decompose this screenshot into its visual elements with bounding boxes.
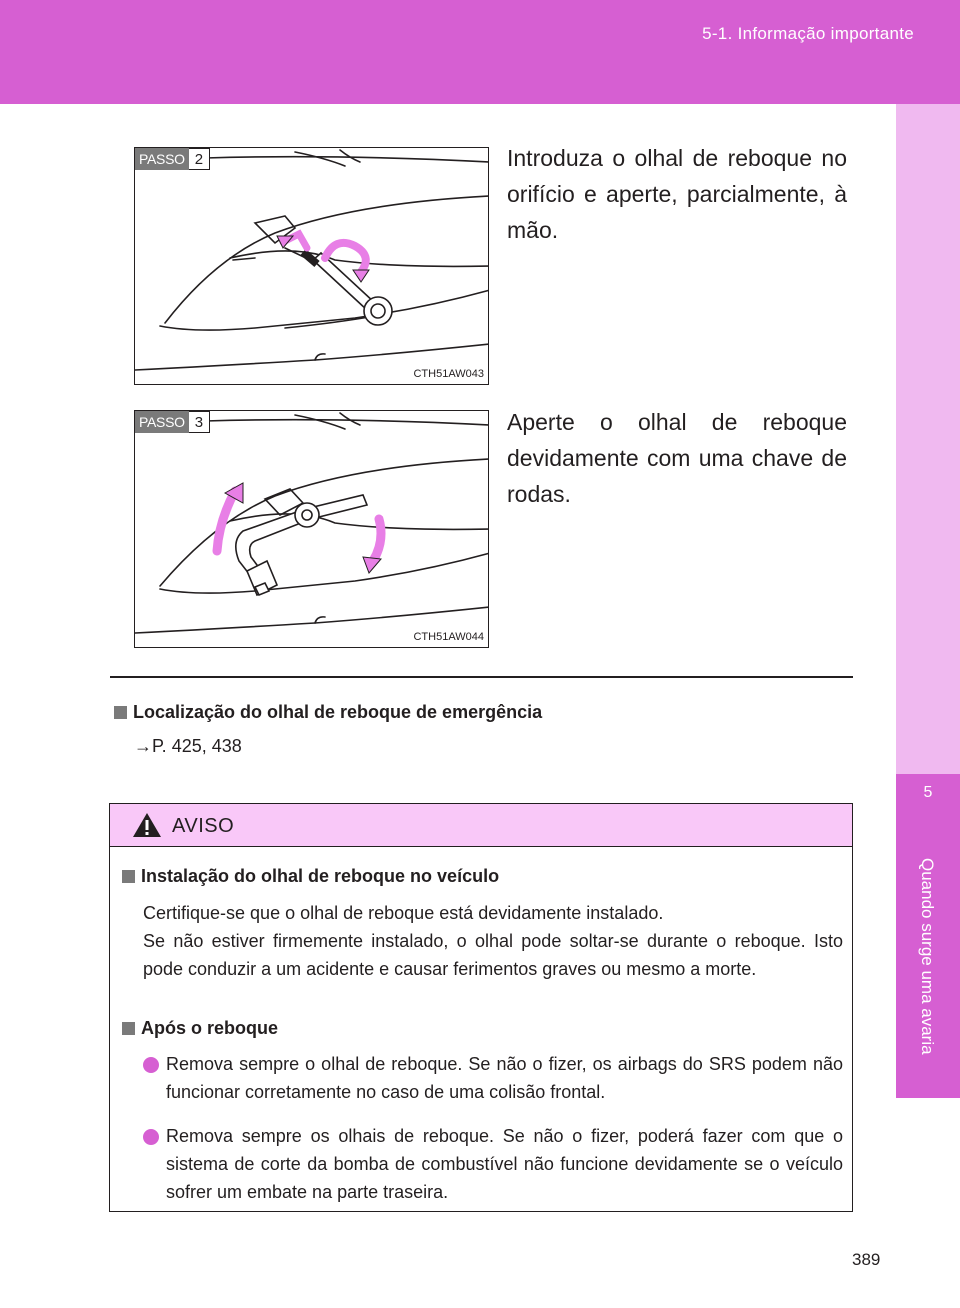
- warning-section1-heading-text: Instalação do olhal de reboque no veículo: [141, 866, 500, 886]
- warning-section1-heading: [122, 866, 499, 887]
- location-heading: [114, 702, 542, 723]
- step-badge-word: PASSO: [135, 411, 189, 433]
- step2-illustration: [134, 147, 489, 385]
- warning-section1-line1: Certifique-se que o olhal de reboque está devidamente instalado.: [143, 903, 664, 923]
- step3-badge: [135, 411, 210, 433]
- step3-illustration: [134, 410, 489, 648]
- side-tab-background: [896, 104, 960, 774]
- figure-code: CTH51AW043: [413, 368, 484, 380]
- wheel-wrench-tighten-drawing: [135, 411, 489, 648]
- step2-badge: [135, 148, 210, 170]
- warning-header: [110, 804, 852, 847]
- step-badge-number: 3: [189, 411, 210, 433]
- warning-section1-paragraph: Se não estiver firmemente instalado, o olhal pode soltar-se durante o reboque. Isto pode conduzir a um acidente e causar ferimentos graves ou mesmo a morte.: [143, 931, 843, 979]
- warning-bullet-1: Remova sempre o olhal de reboque. Se não o fizer, os airbags do SRS podem não funcionar corretamente no caso de uma colisão frontal.: [166, 1054, 843, 1102]
- chapter-title: Quando surge uma avaria: [918, 857, 937, 1055]
- chapter-number: 5: [923, 784, 933, 801]
- location-heading-text: Localização do olhal de reboque de emergência: [133, 702, 543, 722]
- round-bullet-icon: [143, 1129, 159, 1145]
- page-number: 389: [852, 1250, 881, 1269]
- square-bullet-icon: [114, 706, 127, 719]
- step3-instruction: Aperte o olhal de reboque devidamente com uma chave de rodas.: [507, 409, 847, 507]
- round-bullet-icon: [143, 1057, 159, 1073]
- page-reference: →P. 425, 438: [134, 736, 242, 756]
- square-bullet-icon: [122, 1022, 135, 1035]
- warning-section2-heading: [122, 1018, 278, 1039]
- warning-triangle-icon: [132, 812, 162, 838]
- step-badge-number: 2: [189, 148, 210, 170]
- warning-title: AVISO: [172, 815, 235, 837]
- chapter-title-container: [914, 825, 940, 1087]
- square-bullet-icon: [122, 870, 135, 883]
- step2-instruction: Introduza o olhal de reboque no orifício e aperte, parcialmente, à mão.: [507, 145, 847, 243]
- tow-eye-hand-tighten-drawing: [135, 148, 489, 385]
- warning-bullet-2: Remova sempre os olhais de reboque. Se não o fizer, poderá fazer com que o sistema de corte da bomba de combustível não funcione devidamente se o veículo sofrer um embate na parte traseira.: [166, 1126, 843, 1202]
- warning-box: [109, 803, 853, 1212]
- section-title: 5-1. Informação importante: [702, 24, 914, 43]
- warning-section2-heading-text: Após o reboque: [141, 1018, 279, 1038]
- step-badge-word: PASSO: [135, 148, 189, 170]
- section-divider: [110, 676, 853, 678]
- header-band: [0, 0, 960, 104]
- figure-code: CTH51AW044: [413, 631, 484, 643]
